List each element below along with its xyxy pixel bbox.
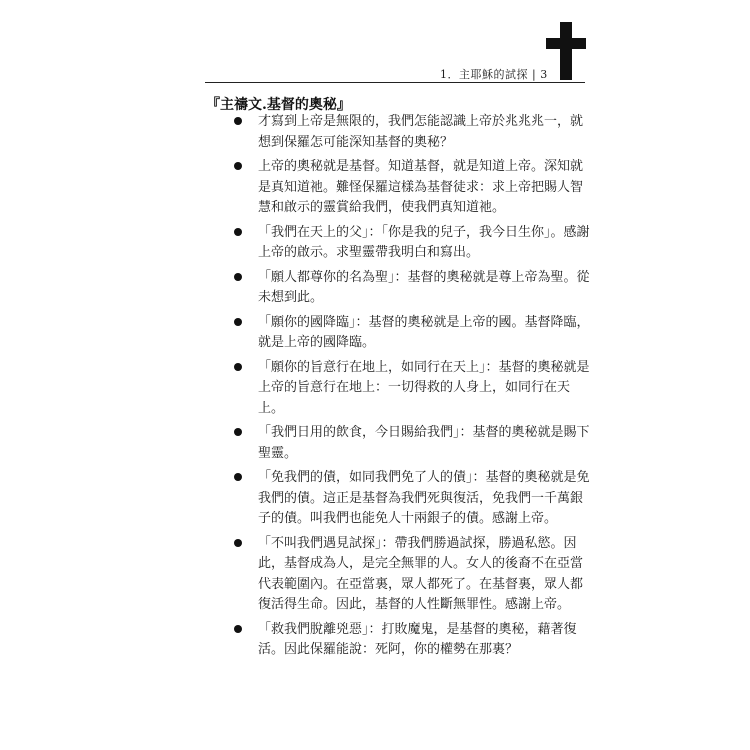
list-item [232,112,592,153]
bullet-icon [234,428,242,436]
running-head: 1．主耶穌的試探 | 3 [440,68,548,81]
bullet-icon [234,318,242,326]
list-item [232,358,592,420]
list-item [232,223,592,264]
bullet-icon [234,539,242,547]
bullet-icon [234,273,242,281]
list-item-text: 「我們在天上的父」：「你是我的兒子，我今日生你」。感謝上帝的啟示。求聖靈帶我明白和寫出。 [258,224,590,260]
bullet-list [232,112,592,665]
list-item-text: 「願你的旨意行在地上，如同行在天上」：基督的奧秘就是上帝的旨意行在地上：一切得救的人身上，如同行在天上。 [258,359,590,416]
bullet-icon [234,228,242,236]
header-rule [205,82,585,83]
list-item-text: 上帝的奧秘就是基督。知道基督，就是知道上帝。深知就是真知道祂。難怪保羅這樣為基督徒求：求上帝把賜人智慧和啟示的靈賞給我們，使我們真知道祂。 [258,159,584,215]
list-item [232,268,592,309]
list-item-text: 「我們日用的飲食，今日賜給我們」：基督的奧秘就是賜下聖靈。 [258,425,590,461]
list-item [232,157,592,219]
bullet-icon [234,162,242,170]
list-item [232,468,592,530]
list-item-text: 「願你的國降臨」：基督的奧秘就是上帝的國。基督降臨，就是上帝的國降臨。 [258,314,590,350]
bullet-icon [234,117,242,125]
section-title: 『主禱文.基督的奧秘』 [206,97,351,113]
bullet-icon [234,473,242,481]
bullet-icon [234,363,242,371]
list-item-text: 「願人都尊你的名為聖」：基督的奧秘就是尊上帝為聖。從未想到此。 [258,269,590,305]
list-item-text: 「免我們的債，如同我們免了人的債」：基督的奧秘就是免我們的債。這正是基督為我們死與復活，免我們一千萬銀子的債。叫我們也能免人十兩銀子的債。感謝上帝。 [258,470,590,526]
list-item-text: 才寫到上帝是無限的，我們怎能認識上帝於兆兆兆一，就想到保羅怎可能深知基督的奧秘？ [258,114,584,150]
list-item [232,423,592,464]
list-item [232,534,592,616]
list-item [232,313,592,354]
list-item-text: 「救我們脫離兇惡」：打敗魔鬼，是基督的奧秘，藉著復活。因此保羅能說：死阿，你的權勢在那裏？ [258,621,577,657]
bullet-icon [234,625,242,633]
list-item [232,620,592,661]
cross-icon [546,22,586,80]
list-item-text: 「不叫我們遇見試探」：帶我們勝過試探，勝過私慾。因此，基督成為人，是完全無罪的人。女人的後裔不在亞當代表範圍內。在亞當裏，眾人都死了。在基督裏，眾人都復活得生命。因此，基督的人性斷無罪性。感謝上帝。 [258,535,584,612]
